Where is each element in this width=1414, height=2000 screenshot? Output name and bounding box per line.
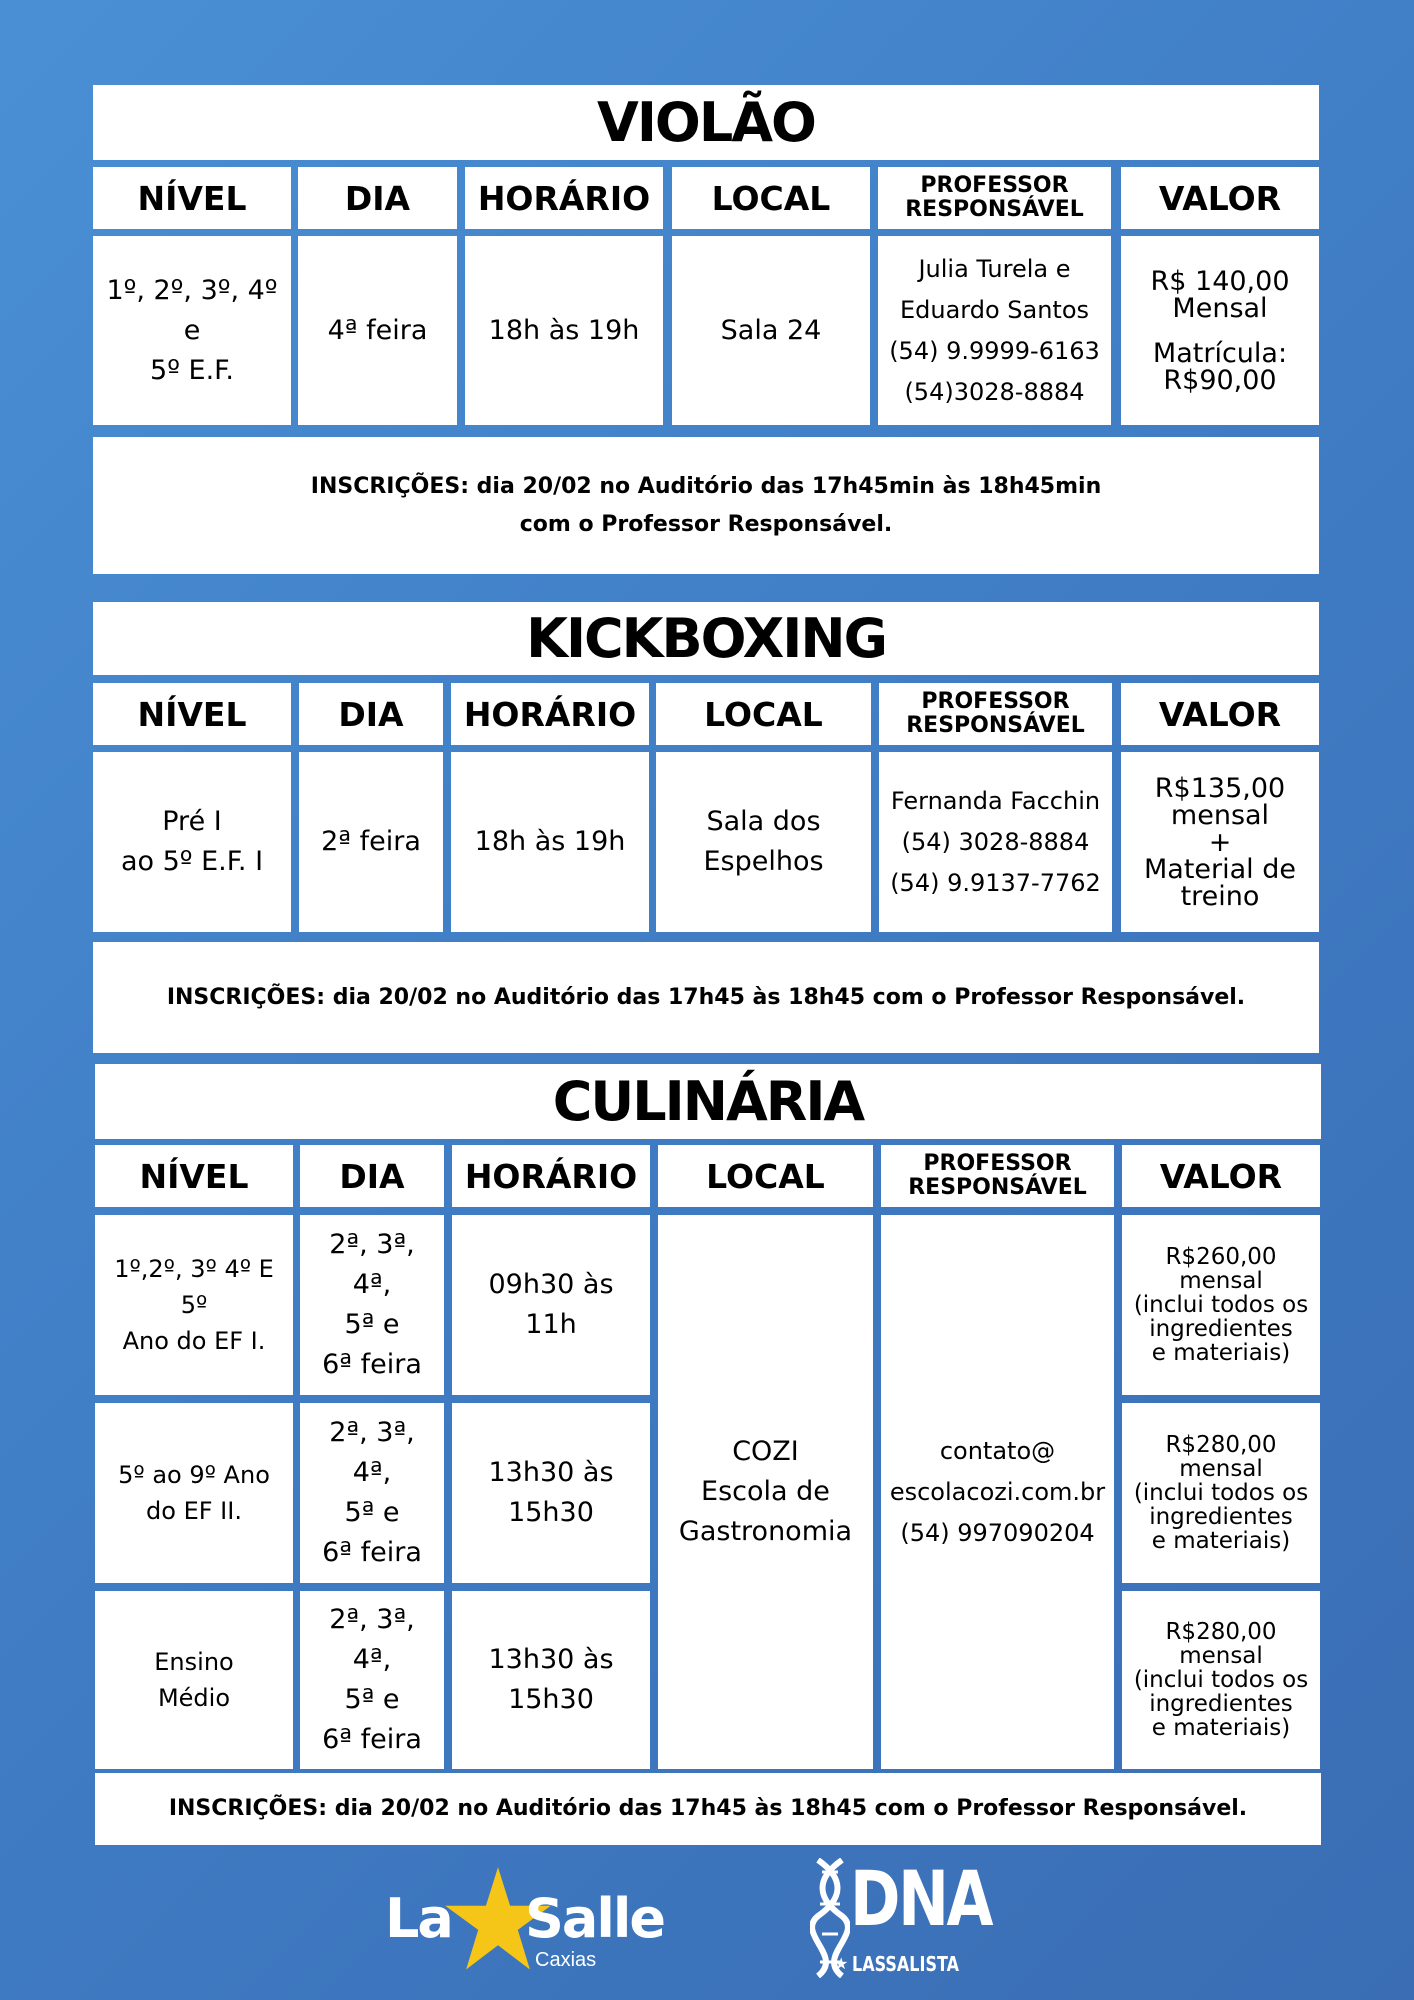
- culinaria-row3-valor: [1122, 1591, 1320, 1769]
- kickboxing-local-line: Espelhos: [703, 846, 824, 877]
- violao-professor-line: Eduardo Santos: [899, 295, 1090, 324]
- culinaria-header-horario: HORÁRIO: [452, 1145, 650, 1207]
- kickboxing-professor-line: Fernanda Facchin: [890, 786, 1101, 815]
- header-professor-line2: RESPONSÁVEL: [908, 1175, 1087, 1200]
- culinaria-valor-line: mensal: [1179, 1643, 1263, 1669]
- culinaria-row2-horario: [452, 1403, 650, 1583]
- violao-nivel-line: 5º E.F.: [150, 354, 234, 386]
- culinaria-dia-line: 5ª e: [344, 1684, 400, 1715]
- culinaria-professor-line: (54) 997090204: [900, 1518, 1095, 1547]
- violao-inscricoes-line: com o Professor Responsável.: [519, 511, 893, 537]
- culinaria-header-valor: VALOR: [1122, 1145, 1320, 1207]
- violao-dia: 4ª feira: [298, 236, 457, 425]
- violao-professor-line: (54) 9.9999-6163: [889, 336, 1100, 365]
- lasalle-logo: [385, 1865, 665, 1975]
- culinaria-professor-line: escolacozi.com.br: [889, 1477, 1106, 1506]
- culinaria-horario-line: 13h30 às: [488, 1644, 614, 1675]
- culinaria-row1-nivel: [95, 1215, 293, 1395]
- violao-valor-line: R$ 140,00: [1150, 265, 1290, 297]
- culinaria-dia-line: 6ª feira: [322, 1349, 422, 1380]
- culinaria-header-nivel: NÍVEL: [95, 1145, 293, 1207]
- culinaria-local-line: COZI: [732, 1436, 799, 1467]
- culinaria-row3-dia: [300, 1591, 444, 1769]
- kickboxing-header-nivel: NÍVEL: [93, 683, 291, 745]
- kickboxing-header-local: LOCAL: [656, 683, 871, 745]
- culinaria-header-dia: DIA: [300, 1145, 444, 1207]
- culinaria-nivel-line: 1º,2º, 3º 4º E 5º: [114, 1255, 274, 1319]
- star-small-icon: ★: [834, 1954, 849, 1973]
- culinaria-nivel-line: do EF II.: [146, 1497, 242, 1525]
- culinaria-horario-line: 15h30: [508, 1684, 594, 1715]
- culinaria-dia-line: 6ª feira: [322, 1537, 422, 1568]
- culinaria-valor-line: (inclui todos os: [1133, 1292, 1309, 1318]
- violao-valor-line: Mensal: [1172, 292, 1268, 324]
- culinaria-header-local: LOCAL: [658, 1145, 873, 1207]
- kickboxing-local-line: Sala dos: [706, 806, 821, 837]
- culinaria-nivel-line: 5º ao 9º Ano: [118, 1461, 270, 1489]
- violao-title: VIOLÃO: [93, 85, 1319, 160]
- culinaria-row3-nivel: [95, 1591, 293, 1769]
- culinaria-valor-line: e materiais): [1151, 1715, 1291, 1741]
- violao-header-valor: VALOR: [1121, 167, 1319, 229]
- kickboxing-nivel-line: Pré I: [162, 806, 222, 837]
- culinaria-horario-line: 15h30: [508, 1497, 594, 1528]
- culinaria-header-professor: [881, 1145, 1114, 1207]
- violao-professor-line: (54)3028-8884: [904, 377, 1085, 406]
- violao-matricula-line: R$90,00: [1163, 364, 1277, 396]
- dna-main-text: DNA: [850, 1854, 992, 1943]
- culinaria-valor-line: R$260,00: [1165, 1244, 1277, 1270]
- header-professor-line1: PROFESSOR: [921, 689, 1070, 714]
- violao-professor-line: Julia Turela e: [918, 254, 1071, 283]
- kickboxing-horario: 18h às 19h: [451, 752, 649, 932]
- violao-header-nivel: NÍVEL: [93, 167, 291, 229]
- dna-lassalista-logo: [810, 1854, 992, 1978]
- culinaria-row1-valor: [1122, 1215, 1320, 1395]
- culinaria-title: CULINÁRIA: [95, 1064, 1321, 1139]
- header-professor-line2: RESPONSÁVEL: [906, 713, 1085, 738]
- kickboxing-header-dia: DIA: [299, 683, 443, 745]
- culinaria-dia-line: 2ª, 3ª, 4ª,: [329, 1604, 415, 1675]
- violao-horario: 18h às 19h: [465, 236, 663, 425]
- header-professor-line1: PROFESSOR: [920, 173, 1069, 198]
- header-professor-line1: PROFESSOR: [923, 1151, 1072, 1176]
- lasalle-salle-text: Salle: [525, 1887, 664, 1950]
- kickboxing-header-horario: HORÁRIO: [451, 683, 649, 745]
- violao-header-local: LOCAL: [672, 167, 870, 229]
- violao-matricula-line: Matrícula:: [1152, 337, 1288, 369]
- culinaria-local-line: Escola de: [701, 1476, 830, 1507]
- culinaria-dia-line: 6ª feira: [322, 1724, 422, 1755]
- culinaria-dia-line: 5ª e: [344, 1309, 400, 1340]
- kickboxing-professor-line: (54) 9.9137-7762: [890, 868, 1101, 897]
- culinaria-nivel-line: Ensino: [154, 1648, 234, 1676]
- culinaria-row3-horario: [452, 1591, 650, 1769]
- culinaria-valor-line: R$280,00: [1165, 1432, 1277, 1458]
- culinaria-professor-line: contato@: [939, 1436, 1056, 1465]
- culinaria-dia-line: 2ª, 3ª, 4ª,: [329, 1417, 415, 1488]
- culinaria-nivel-line: Médio: [157, 1684, 231, 1712]
- culinaria-valor-line: ingredientes: [1149, 1316, 1293, 1342]
- kickboxing-dia: 2ª feira: [299, 752, 443, 932]
- kickboxing-valor-line: Material de: [1143, 853, 1297, 885]
- kickboxing-valor-line: R$135,00: [1154, 772, 1286, 804]
- lasalle-la-text: La: [385, 1887, 452, 1950]
- kickboxing-valor-line: treino: [1180, 880, 1260, 912]
- culinaria-local-line: Gastronomia: [678, 1516, 853, 1547]
- culinaria-valor-line: R$280,00: [1165, 1619, 1277, 1645]
- violao-inscricoes-line: INSCRIÇÕES: dia 20/02 no Auditório das 17h45min às 18h45min: [310, 473, 1102, 499]
- culinaria-dia-line: 5ª e: [344, 1497, 400, 1528]
- lasalle-city-text: Caxias: [535, 1949, 597, 1971]
- violao-header-horario: HORÁRIO: [465, 167, 663, 229]
- culinaria-horario-line: 11h: [525, 1309, 577, 1340]
- kickboxing-valor-line: +: [1208, 826, 1232, 858]
- culinaria-valor-line: ingredientes: [1149, 1691, 1293, 1717]
- violao-local: Sala 24: [672, 236, 870, 425]
- culinaria-valor-line: e materiais): [1151, 1340, 1291, 1366]
- culinaria-valor-line: (inclui todos os: [1133, 1480, 1309, 1506]
- culinaria-row1-horario: [452, 1215, 650, 1395]
- kickboxing-inscricoes: INSCRIÇÕES: dia 20/02 no Auditório das 17h45 às 18h45 com o Professor Responsável.: [93, 942, 1319, 1053]
- header-professor-line2: RESPONSÁVEL: [905, 197, 1084, 222]
- kickboxing-professor-line: (54) 3028-8884: [901, 827, 1090, 856]
- culinaria-row2-nivel: [95, 1403, 293, 1583]
- culinaria-inscricoes: INSCRIÇÕES: dia 20/02 no Auditório das 17h45 às 18h45 com o Professor Responsável.: [95, 1773, 1321, 1845]
- violao-header-dia: DIA: [298, 167, 457, 229]
- culinaria-dia-line: 2ª, 3ª, 4ª,: [329, 1229, 415, 1300]
- culinaria-valor-line: e materiais): [1151, 1528, 1291, 1554]
- culinaria-horario-line: 09h30 às: [488, 1269, 614, 1300]
- kickboxing-nivel-line: ao 5º E.F. I: [120, 846, 264, 877]
- kickboxing-valor-line: mensal: [1170, 799, 1270, 831]
- culinaria-professor: [881, 1215, 1114, 1769]
- culinaria-row2-dia: [300, 1403, 444, 1583]
- culinaria-valor-line: mensal: [1179, 1268, 1263, 1294]
- culinaria-valor-line: ingredientes: [1149, 1504, 1293, 1530]
- dna-sub-text: LASSALISTA: [852, 1952, 960, 1976]
- culinaria-nivel-line: Ano do EF I.: [122, 1327, 266, 1355]
- culinaria-horario-line: 13h30 às: [488, 1457, 614, 1488]
- culinaria-valor-line: (inclui todos os: [1133, 1667, 1309, 1693]
- culinaria-valor-line: mensal: [1179, 1456, 1263, 1482]
- kickboxing-header-valor: VALOR: [1121, 683, 1319, 745]
- culinaria-row2-valor: [1122, 1403, 1320, 1583]
- kickboxing-title: KICKBOXING: [93, 602, 1319, 675]
- culinaria-row1-dia: [300, 1215, 444, 1395]
- violao-nivel-line: 1º, 2º, 3º, 4º e: [106, 274, 278, 346]
- culinaria-local: [658, 1215, 873, 1769]
